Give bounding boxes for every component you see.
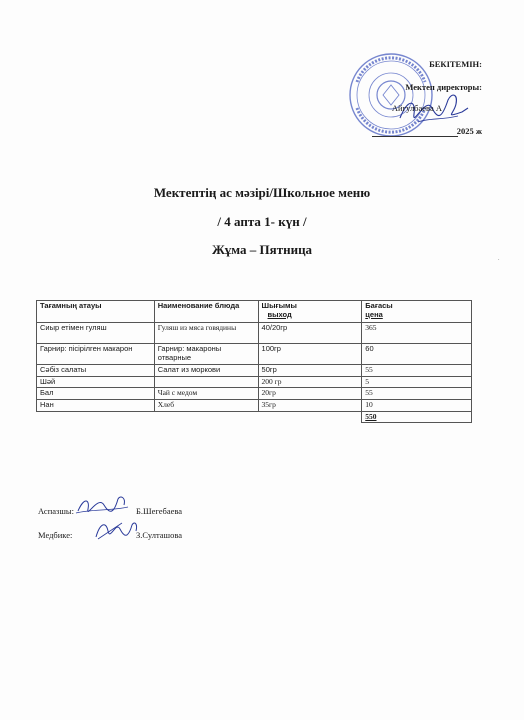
menu-table	[36, 300, 472, 423]
menu-title: Мектептің ас мәзірі/Школьное меню	[153, 185, 371, 200]
cell-price: 10	[362, 399, 472, 411]
table-row	[37, 399, 472, 411]
cell-ru: Гарнир: макароны отварные	[154, 344, 258, 365]
cook-signature-icon	[74, 493, 130, 519]
cell-yield: 100гр	[258, 344, 362, 365]
table-row	[37, 376, 472, 388]
mark-dot: .	[498, 256, 500, 262]
cook-signature-line	[38, 506, 183, 516]
cell-price: 55	[362, 365, 472, 377]
cell-kz: Бал	[37, 388, 155, 400]
table-header-row	[37, 301, 472, 323]
table-row	[37, 388, 472, 400]
date-underline	[372, 136, 458, 137]
header-yield	[258, 301, 362, 323]
cell-kz: Сәбіз салаты	[37, 365, 155, 377]
cell-yield: 200 гр	[258, 376, 362, 388]
cook-label: Аспазшы:	[38, 506, 74, 516]
cell-price: 55	[362, 388, 472, 400]
cell-ru: Гуляш из мяса говядины	[154, 323, 258, 344]
cell-price: 60	[362, 344, 472, 365]
table-row	[37, 365, 472, 377]
nurse-signature-line	[38, 530, 183, 540]
cell-ru	[154, 376, 258, 388]
cell-yield: 20гр	[258, 388, 362, 400]
header-kz-name: Тағамның атауы	[37, 301, 155, 323]
total-price: 550	[362, 411, 472, 423]
cell-ru: Салат из моркови	[154, 365, 258, 377]
cell-ru: Хлеб	[154, 399, 258, 411]
total-row	[37, 411, 472, 423]
table-row	[37, 344, 472, 365]
cell-kz: Сиыр етімен гуляш	[37, 323, 155, 344]
nurse-signature-icon	[92, 517, 142, 543]
nurse-label: Медбике:	[38, 530, 73, 540]
cook-name: Б.Шегебаева	[136, 506, 183, 516]
cell-price: 5	[362, 376, 472, 388]
header-price-ru: цена	[365, 309, 383, 319]
header-yield-kz: Шығымы	[261, 301, 297, 310]
nurse-name: З.Султашова	[136, 530, 183, 540]
header-ru-name: Наименование блюда	[154, 301, 258, 323]
header-price-kz: Бағасы	[365, 301, 393, 310]
weekday-name: Жұма – Пятница	[211, 242, 313, 257]
cell-kz: Шәй	[37, 376, 155, 388]
director-name: Айгулбаева А	[391, 103, 442, 113]
table-row	[37, 323, 472, 344]
cell-kz: Гарнир: пісірілген макарон	[37, 344, 155, 365]
cell-kz: Нан	[37, 399, 155, 411]
approval-year: 2025 ж	[456, 126, 482, 136]
cell-price: 365	[362, 323, 472, 344]
cell-ru: Чай с медом	[154, 388, 258, 400]
week-day-subtitle: / 4 апта 1- күн /	[217, 214, 307, 229]
cell-yield: 50гр	[258, 365, 362, 377]
header-price	[362, 301, 472, 323]
cell-yield: 35гр	[258, 399, 362, 411]
cell-yield: 40/20гр	[258, 323, 362, 344]
header-yield-ru: выход	[267, 309, 292, 319]
approved-label: БЕКІТЕМІН:	[429, 59, 482, 69]
director-position: Мектеп директоры:	[405, 82, 482, 92]
